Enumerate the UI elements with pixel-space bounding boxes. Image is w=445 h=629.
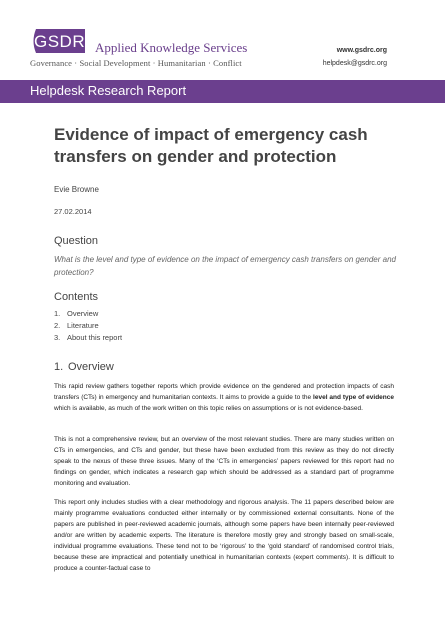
question-text: What is the level and type of evidence on the impact of emergency cash transfers on gender and protection? [54,255,396,277]
toc-item-label: Literature [67,321,99,330]
document-date: 27.02.2014 [54,207,92,216]
question-heading: Question [54,235,99,247]
overview-heading [54,361,114,373]
document-author: Evie Browne [54,185,99,194]
overview-paragraph-2: This is not a comprehensive review, but an overview of the most relevant studies. There are many studies written on CTs in emergencies, and CTs and gender, but these have been excluded from this review as they do not directly speak to the nexus of these three issues. Many of the ‘CTs in emergencies’ papers reviewed for this report had no findings on gender, which indicates a research gap which should be addressed as a standard part of programme monitoring and evaluation. [54,436,394,487]
org-name: Applied Knowledge Services [95,40,248,55]
website-link[interactable]: www.gsdrc.org [336,47,387,54]
section-title: Overview [68,361,114,373]
org-tagline: Governance · Social Development · Humanitarian · Conflict [30,58,242,68]
paragraph-emphasis: level and type of evidence [313,394,394,401]
toc-item-number: 1. [54,309,61,318]
report-header [0,0,445,80]
contents-heading: Contents [54,291,99,303]
gsdrc-logo [30,28,98,54]
overview-paragraph-1 [54,381,394,414]
report-type-band [0,80,445,103]
toc-item-number: 3. [54,333,61,342]
toc-item-about[interactable] [54,333,122,345]
report-type-label: Helpdesk Research Report [30,83,187,98]
toc-item-number: 2. [54,321,61,330]
table-of-contents [54,309,122,345]
logo-text: GSDRC [34,32,98,51]
overview-paragraph-3: This report only includes studies with a clear methodology and rigorous analysis. The 11 papers described below are mainly programme evaluations conducted either internally or by commissioned external consultants. None of the papers are published in peer-reviewed academic journals, although some papers have been internally peer-reviewed and/or are written by academic experts. The literature is therefore mostly grey and strongly based on small-scale, individual programme evaluations. These tend not to be ‘rigorous’ to the ‘gold standard’ of randomised control trials, because these are impractical and potentially unethical in humanitarian contexts (expert comments). It is difficult to produce a counter-factual case to [54,499,394,572]
toc-item-label: About this report [67,333,123,342]
paragraph-text: which is available, as much of the work written on this topic relies on assumptions or is not evidence-based. [54,405,363,412]
section-number: 1. [54,361,64,373]
document-title: Evidence of impact of emergency cash transfers on gender and protection [54,125,368,166]
toc-item-literature[interactable] [54,321,122,333]
toc-item-overview[interactable] [54,309,122,321]
email-link[interactable]: helpdesk@gsdrc.org [322,60,387,67]
toc-item-label: Overview [67,309,99,318]
paragraph-text: This rapid review gathers together reports which provide evidence on the gendered and protection impacts of cash transfers (CTs) in emergency and humanitarian contexts. It aims to provide a guide to the [54,383,394,401]
